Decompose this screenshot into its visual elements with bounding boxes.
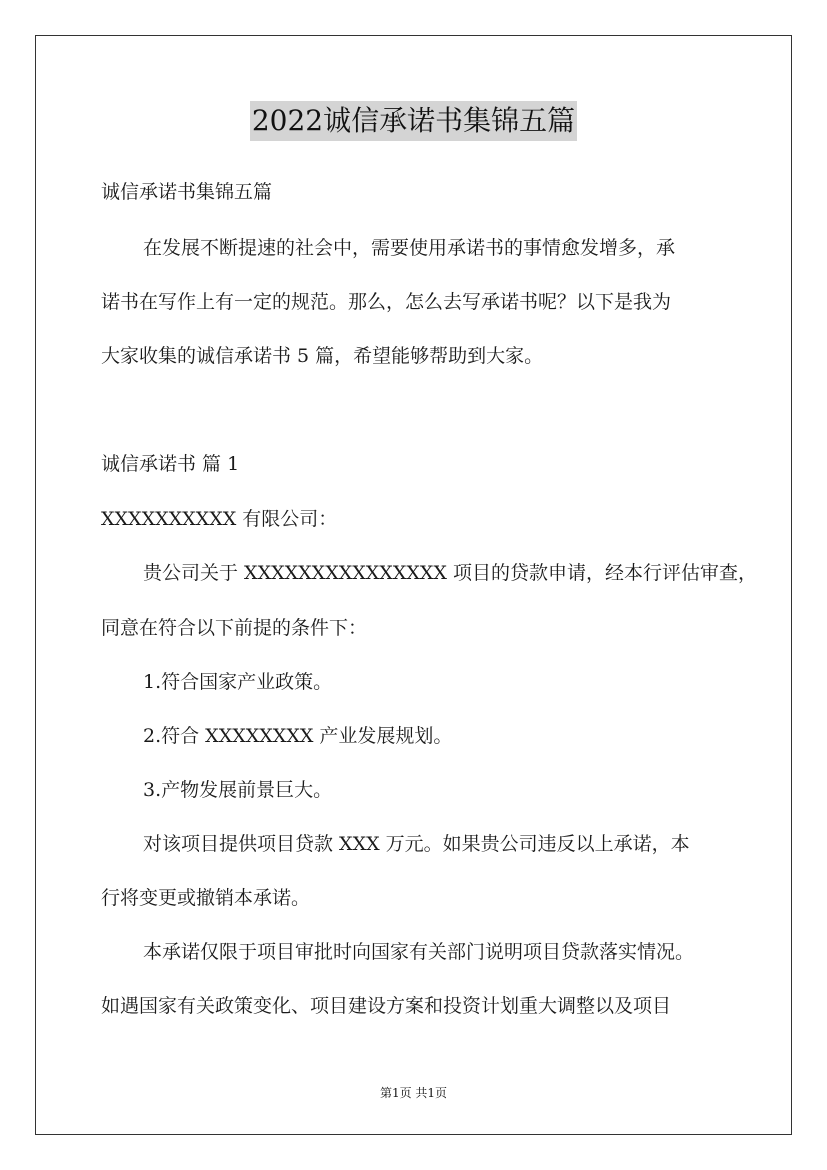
- document-title: 2022诚信承诺书集锦五篇: [250, 101, 577, 141]
- paragraph-line: 对该项目提供项目贷款 XXX 万元。如果贵公司违反以上承诺，本: [143, 833, 690, 855]
- paragraph-line: 在发展不断提速的社会中，需要使用承诺书的事情愈发增多，承: [143, 237, 676, 259]
- paragraph-line: 诺书在写作上有一定的规范。那么，怎么去写承诺书呢？以下是我为: [101, 291, 672, 313]
- section-heading: 诚信承诺书 篇 1: [101, 453, 240, 475]
- paragraph-line: 行将变更或撤销本承诺。: [101, 887, 311, 909]
- paragraph-line: 本承诺仅限于项目审批时向国家有关部门说明项目贷款落实情况。: [143, 941, 695, 963]
- list-item: 2.符合 XXXXXXXX 产业发展规划。: [143, 725, 453, 747]
- paragraph-line: 同意在符合以下前提的条件下：: [101, 617, 368, 639]
- paragraph-line: 贵公司关于 XXXXXXXXXXXXXXX 项目的贷款申请，经本行评估审查，: [143, 562, 757, 584]
- title-container: [0, 101, 827, 141]
- page-footer: 第1页 共1页: [379, 1086, 448, 1100]
- list-item: 1.符合国家产业政策。: [143, 671, 333, 693]
- list-item: 3.产物发展前景巨大。: [143, 779, 333, 801]
- paragraph-line: 大家收集的诚信承诺书 5 篇，希望能够帮助到大家。: [101, 345, 544, 367]
- salutation-line: XXXXXXXXXX 有限公司：: [101, 508, 338, 530]
- paragraph-line: 如遇国家有关政策变化、项目建设方案和投资计划重大调整以及项目: [101, 995, 672, 1017]
- subtitle-line: 诚信承诺书集锦五篇: [101, 181, 273, 203]
